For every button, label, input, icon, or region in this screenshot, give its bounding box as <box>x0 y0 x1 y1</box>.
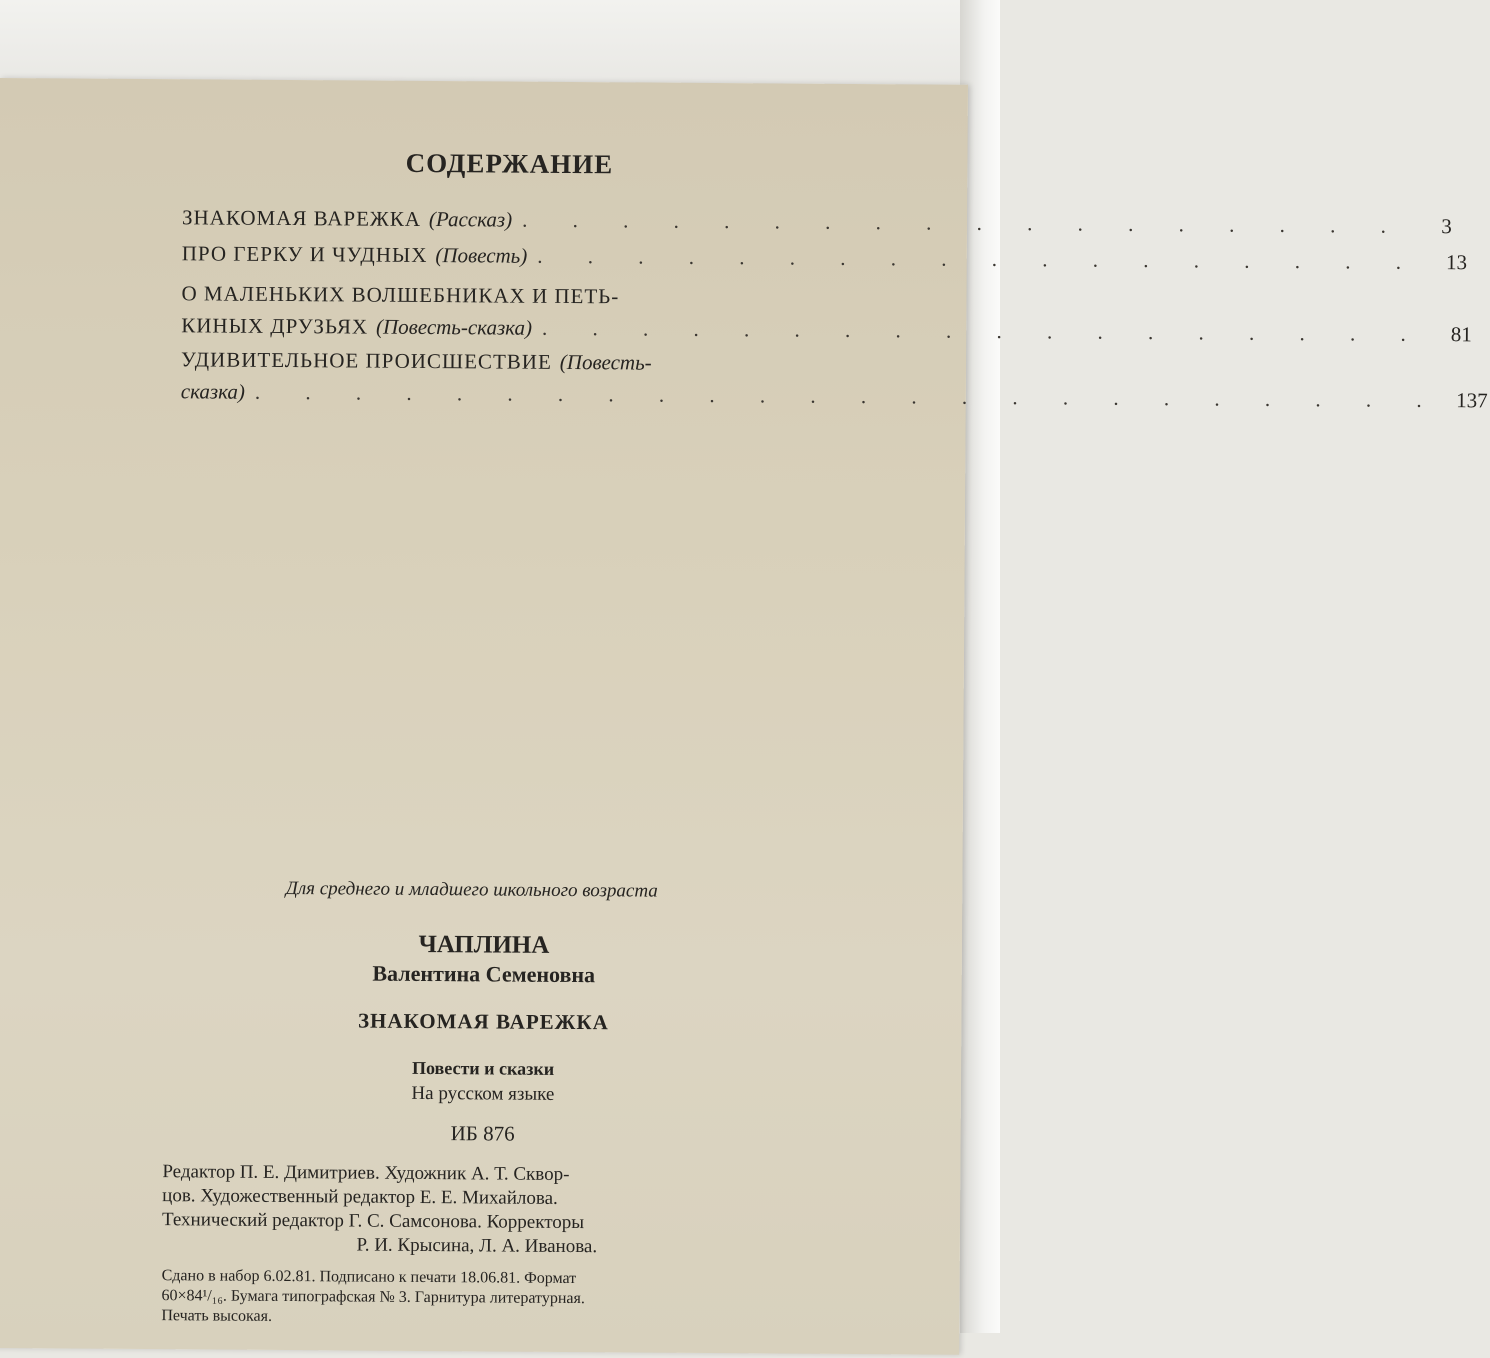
toc-entry-title-line1 <box>181 277 741 313</box>
toc-entry-genre: (Повесть) <box>435 243 528 268</box>
toc-entry-page: 3 <box>1441 214 1452 239</box>
toc-entry-4 <box>180 343 1488 413</box>
credits-line: цов. Художественный редактор Е. Е. Михайлова. <box>162 1185 558 1209</box>
book-language: На русском языке <box>411 1082 555 1105</box>
toc-entry-title: УДИВИТЕЛЬНОЕ ПРОИСШЕСТВИЕ <box>180 347 552 374</box>
author-name: Валентина Семеновна <box>372 960 596 988</box>
toc-leader-dots: . . . . . . . . . . . . . . . . . . . . . . . . <box>254 379 1442 413</box>
toc-entry-1 <box>181 201 1452 239</box>
toc-entry-genre: (Рассказ) <box>428 206 513 232</box>
toc-entry-genre: (Повесть- <box>559 349 652 375</box>
toc-leader-dots: . . . . . . . . . . . . . . . . . . <box>522 207 1406 238</box>
book-genre: Повести и сказки <box>411 1057 555 1079</box>
toc-entry-2 <box>181 237 1468 275</box>
audience-note: Для среднего и младшего школьного возраста <box>285 878 658 902</box>
toc-entry-title-cont: КИНЫХ ДРУЗЬЯХ <box>181 313 369 339</box>
imprint-line: 60×84¹/₁₆. Бумага типографская № 3. Гарнитура литературная. <box>161 1287 585 1308</box>
editorial-credits <box>162 1160 793 1260</box>
toc-leader-dots: . . . . . . . . . . . . . . . . . . <box>537 243 1422 274</box>
credits-line: Р. И. Крысина, Л. А. Иванова. <box>356 1234 598 1258</box>
toc-entry-page: 137 <box>1456 388 1488 413</box>
imprint-line: Печать высокая. <box>161 1307 273 1325</box>
toc-heading: СОДЕРЖАНИЕ <box>405 147 614 180</box>
credits-line: Технический редактор Г. С. Самсонова. Корректоры <box>161 1209 585 1234</box>
toc-entry-page: 13 <box>1445 250 1468 275</box>
imprint-line: Сдано в набор 6.02.81. Подписано к печати 18.06.81. Формат <box>161 1267 577 1288</box>
toc-entry-title: ПРО ГЕРКУ И ЧУДНЫХ <box>181 241 428 267</box>
colophon <box>161 877 804 1325</box>
toc-entry-genre: (Повесть-сказка) <box>375 314 533 340</box>
toc-entry-title: О МАЛЕНЬКИХ ВОЛШЕБНИКАХ И ПЕТЬ- <box>181 281 620 309</box>
print-imprint <box>161 1266 791 1325</box>
toc-entry-3 <box>181 277 1472 347</box>
table-of-contents <box>180 201 1488 413</box>
toc-entry-genre-cont: сказка) <box>180 379 246 404</box>
toc-leader-dots: . . . . . . . . . . . . . . . . . . <box>541 315 1426 346</box>
toc-entry-title: ЗНАКОМАЯ ВАРЕЖКА <box>181 205 422 231</box>
toc-entry-page: 81 <box>1450 322 1472 347</box>
author-surname: ЧАПЛИНА <box>418 930 550 959</box>
book-title: ЗНАКОМАЯ ВАРЕЖКА <box>357 1008 609 1035</box>
credits-line: Редактор П. Е. Димитриев. Художник А. Т. Сквор- <box>162 1161 570 1186</box>
book-page <box>0 78 1488 1355</box>
ib-number: ИБ 876 <box>450 1121 515 1146</box>
